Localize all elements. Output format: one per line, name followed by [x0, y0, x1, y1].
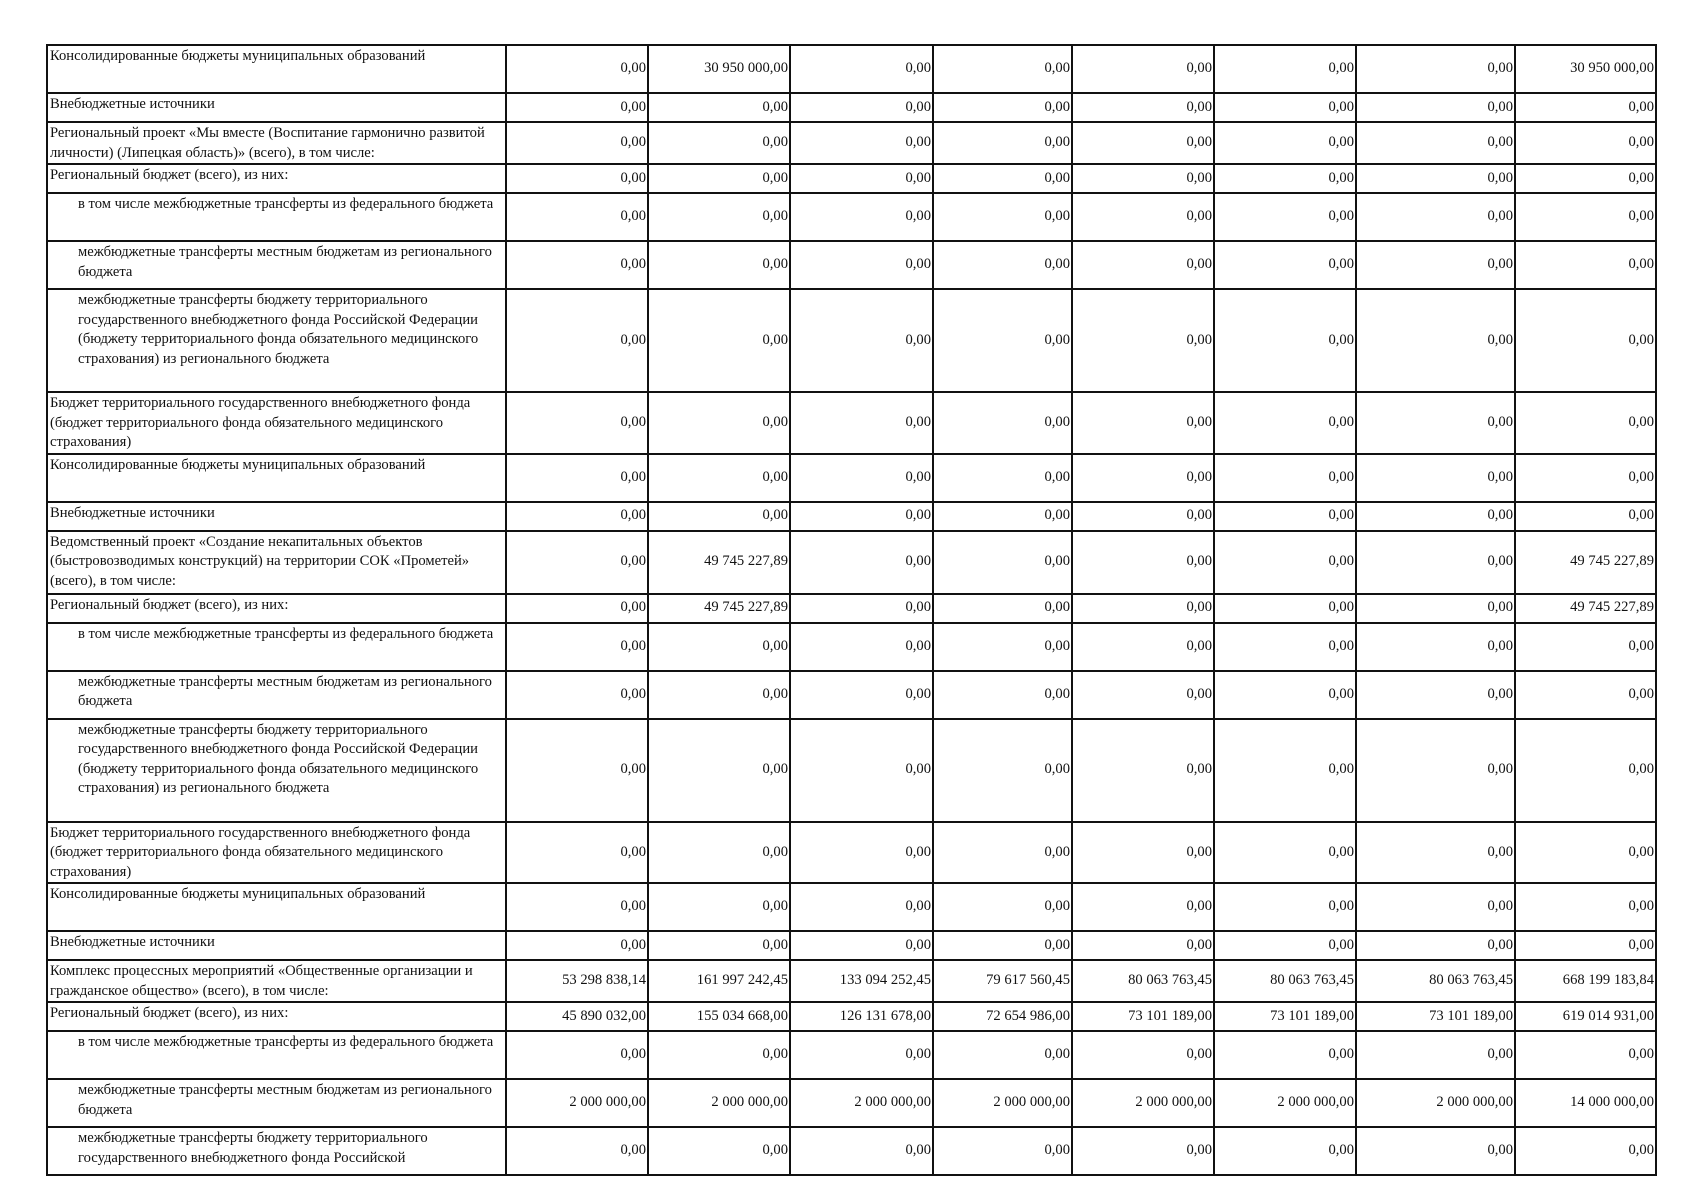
table-row	[47, 719, 1656, 822]
value-cell: 0,00	[790, 241, 933, 289]
value-cell: 2 000 000,00	[933, 1079, 1072, 1127]
table-row	[47, 1079, 1656, 1127]
value-cell: 0,00	[790, 454, 933, 502]
value-cell: 0,00	[1072, 531, 1214, 594]
value-cell: 0,00	[1356, 164, 1515, 193]
row-label: Внебюджетные источники	[47, 931, 506, 960]
value-cell: 0,00	[1072, 1127, 1214, 1175]
table-row	[47, 623, 1656, 671]
value-cell: 0,00	[1515, 931, 1656, 960]
row-label: Консолидированные бюджеты муниципальных образований	[47, 454, 506, 502]
value-cell: 0,00	[933, 594, 1072, 623]
value-cell: 0,00	[1356, 454, 1515, 502]
value-cell: 0,00	[1356, 502, 1515, 531]
row-label: в том числе межбюджетные трансферты из федерального бюджета	[47, 623, 506, 671]
value-cell: 0,00	[648, 164, 790, 193]
value-cell: 0,00	[506, 241, 648, 289]
table-row	[47, 671, 1656, 719]
value-cell: 155 034 668,00	[648, 1002, 790, 1031]
value-cell: 0,00	[506, 671, 648, 719]
table-row	[47, 122, 1656, 164]
row-label: Региональный бюджет (всего), из них:	[47, 594, 506, 623]
value-cell: 0,00	[1356, 1127, 1515, 1175]
value-cell: 0,00	[790, 883, 933, 931]
value-cell: 0,00	[1515, 719, 1656, 822]
value-cell: 2 000 000,00	[1214, 1079, 1356, 1127]
value-cell: 0,00	[506, 719, 648, 822]
value-cell: 0,00	[790, 193, 933, 241]
value-cell: 0,00	[1072, 93, 1214, 122]
table-row	[47, 1002, 1656, 1031]
value-cell: 0,00	[1356, 392, 1515, 454]
value-cell: 73 101 189,00	[1356, 1002, 1515, 1031]
value-cell: 0,00	[1072, 454, 1214, 502]
table-row	[47, 960, 1656, 1002]
value-cell: 0,00	[933, 931, 1072, 960]
value-cell: 0,00	[1214, 392, 1356, 454]
value-cell: 49 745 227,89	[648, 594, 790, 623]
value-cell: 0,00	[1072, 164, 1214, 193]
value-cell: 0,00	[933, 671, 1072, 719]
value-cell: 0,00	[1072, 883, 1214, 931]
value-cell: 0,00	[1072, 45, 1214, 93]
row-label: Региональный бюджет (всего), из них:	[47, 1002, 506, 1031]
value-cell: 2 000 000,00	[648, 1079, 790, 1127]
value-cell: 0,00	[933, 45, 1072, 93]
value-cell: 0,00	[933, 822, 1072, 884]
value-cell: 0,00	[933, 531, 1072, 594]
value-cell: 0,00	[1356, 883, 1515, 931]
value-cell: 53 298 838,14	[506, 960, 648, 1002]
row-label: Региональный проект «Мы вместе (Воспитание гармонично развитой личности) (Липецкая область)» (всего), в том числе:	[47, 122, 506, 164]
value-cell: 0,00	[933, 164, 1072, 193]
table-row	[47, 193, 1656, 241]
value-cell: 49 745 227,89	[1515, 531, 1656, 594]
value-cell: 30 950 000,00	[1515, 45, 1656, 93]
value-cell: 0,00	[1356, 289, 1515, 392]
table-row	[47, 594, 1656, 623]
table-row	[47, 289, 1656, 392]
row-label: Комплекс процессных мероприятий «Общественные организации и гражданское общество» (всего), в том числе:	[47, 960, 506, 1002]
value-cell: 0,00	[933, 1127, 1072, 1175]
table-row	[47, 164, 1656, 193]
value-cell: 2 000 000,00	[1072, 1079, 1214, 1127]
value-cell: 0,00	[1515, 122, 1656, 164]
value-cell: 0,00	[1515, 93, 1656, 122]
value-cell: 0,00	[1072, 1031, 1214, 1079]
value-cell: 0,00	[648, 671, 790, 719]
value-cell: 0,00	[648, 122, 790, 164]
value-cell: 0,00	[1356, 45, 1515, 93]
value-cell: 0,00	[933, 241, 1072, 289]
row-label: межбюджетные трансферты бюджету территориального государственного внебюджетного фонда Российской Федерации (бюджету территориального фонда обязательного медицинского страхования) из регионального бюджета	[47, 719, 506, 822]
value-cell: 72 654 986,00	[933, 1002, 1072, 1031]
value-cell: 0,00	[506, 93, 648, 122]
value-cell: 0,00	[648, 1127, 790, 1175]
value-cell: 0,00	[1214, 93, 1356, 122]
value-cell: 80 063 763,45	[1214, 960, 1356, 1002]
value-cell: 0,00	[1072, 931, 1214, 960]
value-cell: 0,00	[1356, 241, 1515, 289]
value-cell: 0,00	[1515, 502, 1656, 531]
value-cell: 2 000 000,00	[790, 1079, 933, 1127]
table-row	[47, 1127, 1656, 1175]
table-row	[47, 454, 1656, 502]
table-row	[47, 392, 1656, 454]
value-cell: 0,00	[1515, 193, 1656, 241]
value-cell: 0,00	[1072, 822, 1214, 884]
row-label: Бюджет территориального государственного внебюджетного фонда (бюджет территориального фонда обязательного медицинского страхования)	[47, 392, 506, 454]
value-cell: 0,00	[1214, 241, 1356, 289]
value-cell: 79 617 560,45	[933, 960, 1072, 1002]
value-cell: 0,00	[790, 45, 933, 93]
value-cell: 0,00	[1515, 822, 1656, 884]
value-cell: 0,00	[506, 454, 648, 502]
value-cell: 2 000 000,00	[1356, 1079, 1515, 1127]
value-cell: 49 745 227,89	[1515, 594, 1656, 623]
value-cell: 0,00	[506, 193, 648, 241]
value-cell: 0,00	[1515, 1127, 1656, 1175]
value-cell: 0,00	[1072, 719, 1214, 822]
value-cell: 0,00	[1214, 1031, 1356, 1079]
row-label: Ведомственный проект «Создание некапитальных объектов (быстровозводимых конструкций) на территории СОК «Прометей» (всего), в том числе:	[47, 531, 506, 594]
value-cell: 0,00	[1214, 502, 1356, 531]
value-cell: 0,00	[1072, 193, 1214, 241]
value-cell: 0,00	[933, 122, 1072, 164]
value-cell: 0,00	[1214, 122, 1356, 164]
value-cell: 0,00	[1072, 671, 1214, 719]
row-label: Консолидированные бюджеты муниципальных образований	[47, 45, 506, 93]
value-cell: 0,00	[790, 1127, 933, 1175]
value-cell: 0,00	[506, 45, 648, 93]
value-cell: 0,00	[1356, 93, 1515, 122]
value-cell: 0,00	[1214, 594, 1356, 623]
row-label: в том числе межбюджетные трансферты из федерального бюджета	[47, 193, 506, 241]
value-cell: 0,00	[1356, 122, 1515, 164]
value-cell: 0,00	[1072, 289, 1214, 392]
value-cell: 0,00	[933, 623, 1072, 671]
value-cell: 0,00	[506, 502, 648, 531]
value-cell: 0,00	[790, 594, 933, 623]
value-cell: 0,00	[648, 454, 790, 502]
row-label: межбюджетные трансферты местным бюджетам из регионального бюджета	[47, 1079, 506, 1127]
value-cell: 0,00	[1214, 193, 1356, 241]
value-cell: 0,00	[506, 531, 648, 594]
value-cell: 0,00	[1214, 531, 1356, 594]
value-cell: 0,00	[933, 502, 1072, 531]
value-cell: 619 014 931,00	[1515, 1002, 1656, 1031]
value-cell: 0,00	[648, 289, 790, 392]
value-cell: 0,00	[506, 1127, 648, 1175]
value-cell: 0,00	[790, 531, 933, 594]
value-cell: 0,00	[933, 1031, 1072, 1079]
value-cell: 14 000 000,00	[1515, 1079, 1656, 1127]
value-cell: 0,00	[933, 719, 1072, 822]
value-cell: 0,00	[1214, 931, 1356, 960]
row-label: Региональный бюджет (всего), из них:	[47, 164, 506, 193]
table-row	[47, 241, 1656, 289]
value-cell: 0,00	[1214, 289, 1356, 392]
value-cell: 0,00	[1072, 392, 1214, 454]
value-cell: 0,00	[933, 392, 1072, 454]
table-body	[47, 45, 1656, 1175]
value-cell: 0,00	[790, 93, 933, 122]
value-cell: 0,00	[506, 594, 648, 623]
value-cell: 0,00	[1356, 719, 1515, 822]
value-cell: 0,00	[648, 623, 790, 671]
value-cell: 0,00	[1515, 241, 1656, 289]
table-row	[47, 1031, 1656, 1079]
value-cell: 30 950 000,00	[648, 45, 790, 93]
value-cell: 0,00	[790, 164, 933, 193]
row-label: Консолидированные бюджеты муниципальных образований	[47, 883, 506, 931]
value-cell: 0,00	[1515, 671, 1656, 719]
value-cell: 0,00	[1214, 45, 1356, 93]
value-cell: 0,00	[933, 289, 1072, 392]
value-cell: 0,00	[648, 392, 790, 454]
value-cell: 0,00	[1356, 623, 1515, 671]
value-cell: 0,00	[506, 822, 648, 884]
value-cell: 0,00	[648, 931, 790, 960]
value-cell: 0,00	[790, 931, 933, 960]
value-cell: 0,00	[790, 671, 933, 719]
value-cell: 0,00	[1214, 883, 1356, 931]
value-cell: 668 199 183,84	[1515, 960, 1656, 1002]
value-cell: 0,00	[790, 822, 933, 884]
value-cell: 0,00	[1214, 719, 1356, 822]
row-label: межбюджетные трансферты бюджету территориального государственного внебюджетного фонда Российской Федерации (бюджету территориального фонда обязательного медицинского страхования) из регионального бюджета	[47, 289, 506, 392]
table-row	[47, 531, 1656, 594]
row-label: Бюджет территориального государственного внебюджетного фонда (бюджет территориального фонда обязательного медицинского страхования)	[47, 822, 506, 884]
row-label: Внебюджетные источники	[47, 502, 506, 531]
value-cell: 0,00	[506, 289, 648, 392]
value-cell: 0,00	[1515, 623, 1656, 671]
value-cell: 0,00	[933, 93, 1072, 122]
value-cell: 0,00	[933, 193, 1072, 241]
table-row	[47, 93, 1656, 122]
value-cell: 0,00	[506, 931, 648, 960]
value-cell: 0,00	[506, 392, 648, 454]
value-cell: 0,00	[790, 392, 933, 454]
value-cell: 49 745 227,89	[648, 531, 790, 594]
value-cell: 0,00	[790, 289, 933, 392]
value-cell: 0,00	[648, 822, 790, 884]
value-cell: 0,00	[1072, 122, 1214, 164]
value-cell: 0,00	[506, 164, 648, 193]
row-label: в том числе межбюджетные трансферты из федерального бюджета	[47, 1031, 506, 1079]
value-cell: 0,00	[506, 122, 648, 164]
value-cell: 80 063 763,45	[1356, 960, 1515, 1002]
value-cell: 45 890 032,00	[506, 1002, 648, 1031]
value-cell: 0,00	[1356, 193, 1515, 241]
value-cell: 0,00	[1356, 1031, 1515, 1079]
value-cell: 0,00	[1356, 531, 1515, 594]
value-cell: 0,00	[933, 454, 1072, 502]
value-cell: 0,00	[1214, 671, 1356, 719]
value-cell: 0,00	[506, 623, 648, 671]
value-cell: 73 101 189,00	[1214, 1002, 1356, 1031]
value-cell: 0,00	[648, 1031, 790, 1079]
value-cell: 0,00	[1515, 883, 1656, 931]
table-row	[47, 822, 1656, 884]
value-cell: 0,00	[1072, 502, 1214, 531]
value-cell: 80 063 763,45	[1072, 960, 1214, 1002]
value-cell: 0,00	[1515, 454, 1656, 502]
table-row	[47, 883, 1656, 931]
value-cell: 73 101 189,00	[1072, 1002, 1214, 1031]
value-cell: 0,00	[933, 883, 1072, 931]
row-label: межбюджетные трансферты местным бюджетам из регионального бюджета	[47, 671, 506, 719]
value-cell: 0,00	[1214, 454, 1356, 502]
row-label: межбюджетные трансферты бюджету территориального государственного внебюджетного фонда Российской	[47, 1127, 506, 1175]
value-cell: 0,00	[648, 93, 790, 122]
value-cell: 0,00	[506, 883, 648, 931]
value-cell: 0,00	[790, 623, 933, 671]
value-cell: 161 997 242,45	[648, 960, 790, 1002]
table-row	[47, 502, 1656, 531]
value-cell: 0,00	[1356, 822, 1515, 884]
value-cell: 0,00	[790, 502, 933, 531]
value-cell: 0,00	[648, 193, 790, 241]
value-cell: 0,00	[1214, 1127, 1356, 1175]
table-row	[47, 931, 1656, 960]
value-cell: 0,00	[1072, 241, 1214, 289]
value-cell: 2 000 000,00	[506, 1079, 648, 1127]
value-cell: 0,00	[648, 241, 790, 289]
value-cell: 0,00	[1356, 594, 1515, 623]
value-cell: 0,00	[790, 1031, 933, 1079]
value-cell: 0,00	[1214, 164, 1356, 193]
row-label: Внебюджетные источники	[47, 93, 506, 122]
value-cell: 0,00	[1214, 623, 1356, 671]
value-cell: 0,00	[1356, 671, 1515, 719]
value-cell: 0,00	[1515, 289, 1656, 392]
value-cell: 0,00	[1072, 623, 1214, 671]
value-cell: 0,00	[1072, 594, 1214, 623]
value-cell: 0,00	[790, 122, 933, 164]
value-cell: 0,00	[506, 1031, 648, 1079]
value-cell: 0,00	[1515, 392, 1656, 454]
value-cell: 0,00	[790, 719, 933, 822]
value-cell: 126 131 678,00	[790, 1002, 933, 1031]
value-cell: 133 094 252,45	[790, 960, 933, 1002]
value-cell: 0,00	[1515, 1031, 1656, 1079]
budget-table	[46, 44, 1657, 1176]
row-label: межбюджетные трансферты местным бюджетам из регионального бюджета	[47, 241, 506, 289]
value-cell: 0,00	[1214, 822, 1356, 884]
value-cell: 0,00	[648, 883, 790, 931]
value-cell: 0,00	[648, 719, 790, 822]
table-row	[47, 45, 1656, 93]
value-cell: 0,00	[1515, 164, 1656, 193]
value-cell: 0,00	[648, 502, 790, 531]
value-cell: 0,00	[1356, 931, 1515, 960]
